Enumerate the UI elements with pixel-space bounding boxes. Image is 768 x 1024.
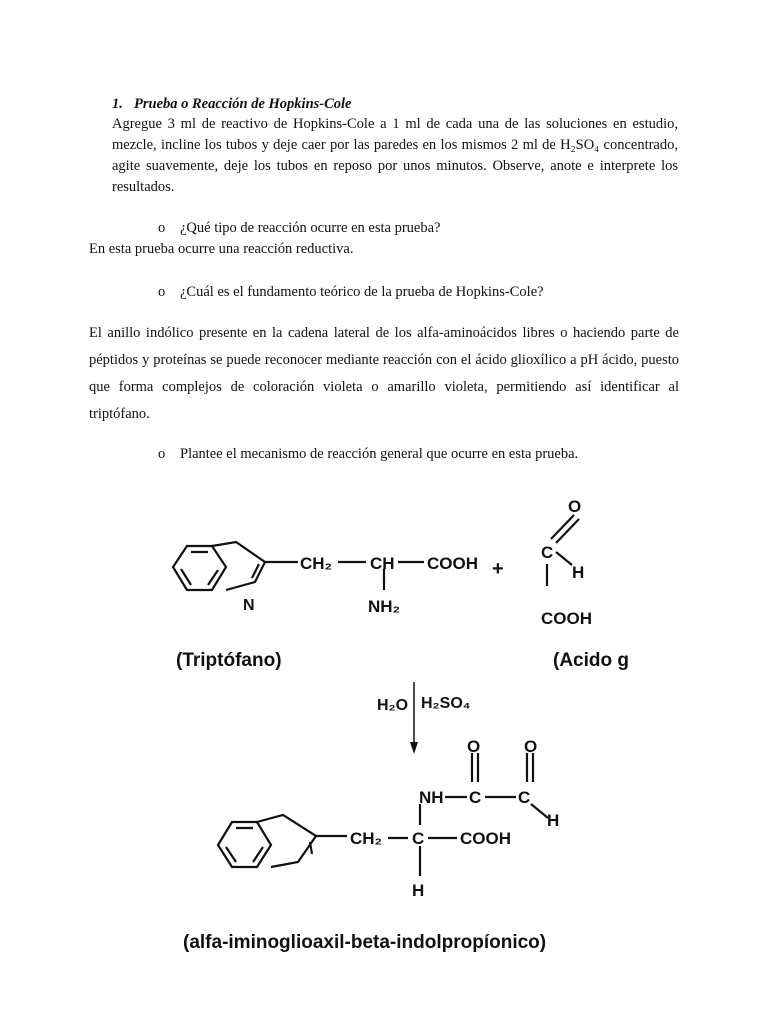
question-3-text: Plantee el mecanismo de reacción general que ocurre en esta prueba.	[180, 446, 579, 462]
section-title: Prueba o Reacción de Hopkins-Cole	[134, 96, 352, 112]
atom-n: N	[243, 597, 255, 614]
question-2-text: ¿Cuál es el fundamento teórico de la prueba de Hopkins-Cole?	[180, 284, 544, 300]
bullet-icon: o	[158, 446, 166, 462]
atom-cooh: COOH	[460, 829, 511, 848]
atom-h-1: H	[547, 811, 560, 830]
product-structure	[218, 753, 548, 876]
atom-cooh: COOH	[541, 609, 592, 628]
reaction-mechanism-diagram	[0, 470, 768, 970]
section-number: 1.	[112, 96, 123, 112]
atom-ch2: CH₂	[350, 829, 383, 848]
bullet-icon: o	[158, 284, 166, 300]
atom-h-2: H	[412, 881, 425, 900]
atom-c-1: C	[469, 788, 482, 807]
instructions-paragraph: Agregue 3 ml de reactivo de Hopkins-Cole a 1 ml de cada una de las soluciones en estudio, mezcle, incline los tubos y deje caer por las paredes en los mismos 2 ml de H₂SO₄ concentrado, agite suavemente, deje los tubos en reposo por unos minutos. Observe, anote e interprete los resultados.	[112, 116, 678, 195]
atom-o-2: O	[524, 737, 538, 756]
atom-c-3: C	[412, 829, 425, 848]
section-heading	[112, 94, 352, 115]
question-2	[158, 282, 544, 303]
question-1-text: ¿Qué tipo de reacción ocurre en esta prueba?	[180, 220, 441, 236]
plus-sign: +	[492, 558, 504, 580]
atom-o-1: O	[467, 737, 481, 756]
atom-ch: CH	[370, 554, 395, 573]
question-1	[158, 218, 440, 239]
reagent-sulfuric-acid: H₂SO₄	[421, 695, 471, 712]
question-3	[158, 444, 578, 465]
arrow-head-icon	[410, 742, 418, 754]
atom-o: O	[568, 497, 582, 516]
product-label: (alfa-iminoglioaxil-beta-indolpropíonico)	[183, 932, 547, 953]
atom-c: C	[541, 543, 554, 562]
atom-nh2: NH₂	[368, 597, 401, 616]
reagent-water: H₂O	[377, 697, 409, 714]
atom-h: H	[572, 563, 585, 582]
atom-cooh: COOH	[427, 554, 478, 573]
atom-ch2: CH₂	[300, 554, 333, 573]
atom-nh: NH	[419, 788, 444, 807]
answer-1: En esta prueba ocurre una reacción reductiva.	[89, 241, 354, 257]
answer-2-paragraph: El anillo indólico presente en la cadena lateral de los alfa-aminoácidos libres o haciendo parte de péptidos y proteínas se puede reconocer mediante reacción con el ácido glioxílico a pH ácido, puesto que forma complejos de coloración violeta o amarillo violeta, permitiendo así identificar al triptófano.	[89, 325, 679, 422]
bullet-icon: o	[158, 220, 166, 236]
atom-c-2: C	[518, 788, 531, 807]
glyoxylic-acid-label: (Acido g	[553, 650, 629, 671]
tryptophan-label: (Triptófano)	[176, 650, 282, 671]
